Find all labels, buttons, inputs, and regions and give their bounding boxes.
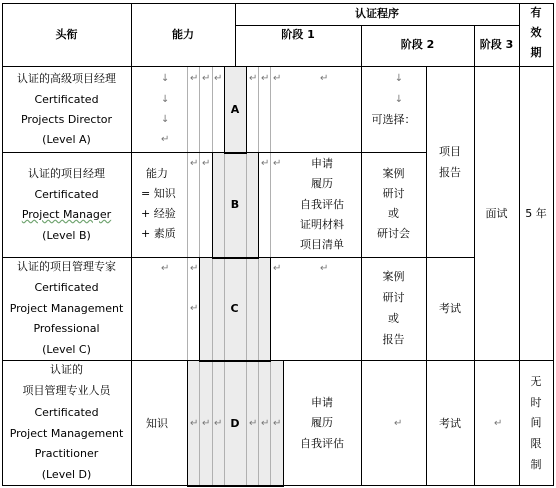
row-b-stage1-3: 自我评估 (300, 198, 344, 211)
para-mark: ↵ (494, 418, 503, 429)
header-validity-1: 有 (530, 6, 542, 19)
row-d-competence: 知识 (146, 417, 168, 430)
row-d-validity-4: 限 (530, 437, 542, 450)
row-line-ab-right (258, 152, 426, 153)
row-line-cd (2, 360, 519, 361)
arrow-mark: ↓ (161, 94, 170, 105)
para-mark: ↵ (249, 418, 258, 429)
level-c-label: C (230, 302, 239, 315)
row-a-stage2: 可选择： (371, 113, 416, 126)
row-c-title-4: Professional (33, 322, 100, 335)
table-border-right (553, 3, 554, 486)
row-c-title-5: (Level C) (42, 343, 91, 356)
para-mark: ↵ (161, 263, 170, 274)
row-b-stage2-4: 研讨会 (377, 227, 410, 240)
para-mark: ↵ (190, 303, 199, 314)
level-d-label: D (230, 417, 240, 430)
project-report-2: 报告 (439, 166, 461, 179)
para-mark: ↵ (202, 73, 211, 84)
row-a-title-1: 认证的高级项目经理 (17, 72, 116, 85)
col-line-validity (519, 3, 520, 486)
para-mark: ↵ (261, 73, 270, 84)
col-line-title (131, 3, 132, 486)
row-d-title-3: Certificated (34, 406, 99, 419)
row-b-competence-2: = 知识 (141, 187, 176, 200)
row-d-exam: 考试 (439, 417, 461, 430)
level-a-label: A (230, 103, 240, 116)
row-b-stage2-3: 或 (388, 207, 399, 220)
row-c-stage2-2: 研讨 (382, 291, 405, 304)
para-mark: ↵ (320, 263, 329, 274)
row-line-bc-right (270, 257, 474, 258)
row-d-title-5: Practitioner (34, 447, 99, 460)
para-mark: ↵ (320, 73, 329, 84)
row-d-title-1: 认证的 (50, 363, 83, 376)
row-b-stage2-2: 研讨 (382, 187, 405, 200)
col-line-stage3 (474, 25, 475, 486)
row-b-competence-4: + 素质 (141, 227, 176, 240)
row-b-competence-1: 能力 (146, 167, 168, 180)
row-d-stage1-3: 自我评估 (300, 437, 344, 450)
para-mark: ↵ (394, 418, 403, 429)
row-d-stage1-1: 申请 (311, 396, 333, 409)
para-mark: ↵ (261, 158, 270, 169)
row-d-title-2: 项目管理专业人员 (22, 384, 111, 397)
row-b-stage1-1: 申请 (311, 157, 333, 170)
row-c-title-1: 认证的项目管理专家 (17, 260, 116, 273)
header-title-col: 头衔 (55, 28, 78, 41)
header-stage3: 阶段 3 (479, 38, 514, 51)
five-years: 5 年 (525, 207, 547, 220)
row-d-validity-1: 无 (530, 375, 542, 388)
level-b-label: B (230, 198, 240, 211)
para-mark: ↵ (190, 73, 199, 84)
row-d-validity-3: 间 (530, 416, 542, 429)
row-b-stage2-1: 案例 (382, 167, 405, 180)
para-mark: ↵ (190, 263, 199, 274)
para-mark: ↵ (261, 418, 270, 429)
row-b-title-3: Project Manager (21, 208, 112, 221)
header-competence: 能力 (172, 28, 194, 41)
row-b-competence-3: + 经验 (141, 207, 176, 220)
header-validity-3: 期 (530, 46, 542, 59)
para-mark: ↵ (273, 418, 282, 429)
table-border-top-left (2, 3, 235, 4)
row-b-title-4: (Level B) (42, 229, 91, 242)
header-cert-process: 认证程序 (355, 7, 399, 20)
row-d-title-4: Project Management (9, 427, 124, 440)
para-mark: ↵ (202, 158, 211, 169)
para-mark: ↵ (273, 263, 282, 274)
row-a-title-4: (Level A) (42, 133, 91, 146)
row-d-title-6: (Level D) (41, 468, 92, 481)
para-mark: ↵ (273, 73, 282, 84)
para-mark: ↵ (214, 73, 223, 84)
header-stage1: 阶段 1 (281, 28, 315, 41)
row-c-exam: 考试 (439, 302, 461, 315)
para-mark: ↵ (190, 418, 199, 429)
row-a-title-3: Projects Director (20, 113, 113, 126)
row-c-title-2: Certificated (34, 281, 99, 294)
row-d-stage1-2: 履历 (311, 416, 333, 429)
interview: 面试 (485, 207, 508, 220)
row-b-stage1-5: 项目清单 (300, 238, 344, 251)
header-stage2: 阶段 2 (400, 38, 435, 51)
row-line-ab-left (2, 152, 212, 153)
project-report-1: 项目 (439, 145, 461, 158)
arrow-mark: ↓ (161, 114, 170, 125)
header-validity-2: 效 (530, 26, 542, 39)
para-mark: ↵ (190, 158, 199, 169)
row-d-validity-2: 时 (530, 396, 542, 409)
row-b-title-1: 认证的项目经理 (28, 167, 105, 180)
para-mark: ↵ (202, 418, 211, 429)
para-mark: ↵ (214, 418, 223, 429)
para-mark: ↵ (273, 158, 282, 169)
row-a-title-2: Certificated (34, 93, 99, 106)
row-c-stage2-1: 案例 (382, 270, 405, 283)
para-mark: ↵ (249, 73, 258, 84)
row-c-stage2-4: 报告 (382, 333, 405, 346)
row-b-title-2: Certificated (34, 188, 99, 201)
row-c-stage2-3: 或 (388, 312, 399, 325)
arrow-mark: ↓ (394, 73, 404, 84)
header-sub-line (235, 25, 519, 26)
row-b-stage1-2: 履历 (311, 177, 333, 190)
table-border-bottom (2, 485, 553, 486)
col-line-stage1 (361, 25, 362, 486)
arrow-mark: ↓ (161, 73, 170, 84)
para-mark: ↵ (161, 134, 170, 145)
row-b-stage1-4: 证明材料 (300, 218, 344, 231)
arrow-mark: ↓ (394, 94, 404, 105)
row-d-validity-5: 制 (530, 458, 542, 471)
row-c-title-3: Project Management (9, 302, 124, 315)
row-line-cd-right (519, 360, 553, 361)
header-bottom-line (2, 66, 553, 67)
row-line-bc-left (2, 257, 199, 258)
table-border-top (235, 3, 553, 4)
